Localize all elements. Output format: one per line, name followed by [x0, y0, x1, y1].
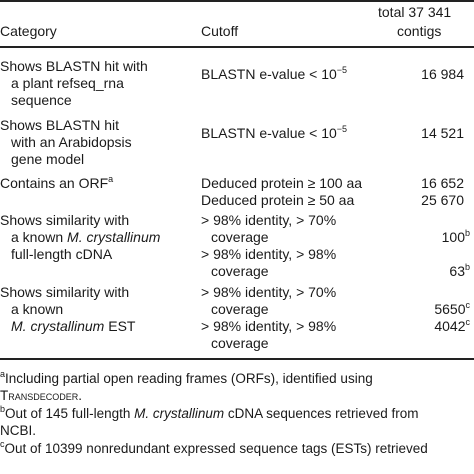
- row1-cutoff: BLASTN e-value < $10^{-5}$: [201, 65, 348, 82]
- row5-cutoff-1-line2: coverage: [211, 301, 269, 317]
- row1-category-line1: Shows BLASTN hit with: [0, 58, 148, 74]
- row3-value-2: 25 670: [421, 192, 464, 208]
- row3-category: Contains an ORF$^a$: [0, 174, 114, 191]
- row5-category-line2: a known: [11, 301, 64, 317]
- row5-category-line1: Shows similarity with: [0, 284, 130, 300]
- row4-cutoff-2-line1: > 98% identity, > 98%: [201, 246, 337, 262]
- row4-value-1: 100$^b$: [441, 228, 470, 245]
- header-category: Category: [0, 23, 57, 39]
- row1-value: 16 984: [421, 66, 464, 82]
- footnote-b-line1: $^b$Out of 145 full-length M. crystallinum cDNA sequences retrieved from: [0, 404, 419, 421]
- row5-cutoff-2-line1: > 98% identity, > 98%: [201, 318, 337, 334]
- footnote-a-line1: $^a$Including partial open reading frames (ORFs), identified using: [0, 369, 373, 386]
- row4-category-line1: Shows similarity with: [0, 212, 130, 228]
- row4-category-line3: full-length cDNA: [11, 246, 113, 262]
- row3-value-1: 16 652: [421, 175, 464, 191]
- row5-cutoff-2-line2: coverage: [211, 335, 269, 351]
- row2-category-line1: Shows BLASTN hit: [0, 117, 120, 133]
- top-rule: [0, 0, 474, 2]
- row2-category-line2: with an Arabidopsis: [11, 134, 132, 150]
- footnote-b-line2: NCBI.: [0, 423, 37, 438]
- row5-value-1: 5650$^c$: [434, 300, 470, 317]
- row5-category-line3: M. crystallinum EST: [11, 318, 136, 334]
- row2-category-line3: gene model: [11, 151, 85, 167]
- row2-value: 14 521: [421, 125, 464, 141]
- bottom-rule: [0, 358, 474, 360]
- row5-cutoff-1-line1: > 98% identity, > 70%: [201, 284, 337, 300]
- footnote-a-line2: Transdecoder.: [0, 388, 83, 403]
- header-cutoff: Cutoff: [201, 23, 239, 39]
- row5-value-2: 4042$^c$: [434, 317, 470, 334]
- row1-category-line3: sequence: [11, 92, 72, 108]
- row4-cutoff-2-line2: coverage: [211, 263, 269, 279]
- header-rule: [0, 46, 474, 48]
- row2-cutoff: BLASTN e-value < $10^{-5}$: [201, 124, 348, 141]
- row1-category-line2: a plant refseq_rna: [11, 75, 124, 91]
- row4-value-2: 63$^b$: [449, 262, 470, 279]
- row4-category-line2: a known M. crystallinum: [11, 229, 161, 245]
- header-total-line1: total 37 341: [378, 4, 452, 20]
- row3-cutoff-1: Deduced protein ≥ 100 aa: [201, 175, 363, 191]
- footnote-c-line1: $^c$Out of 10399 nonredundant expressed sequence tags (ESTs) retrieved: [0, 439, 428, 456]
- row4-cutoff-1-line2: coverage: [211, 229, 269, 245]
- row4-cutoff-1-line1: > 98% identity, > 70%: [201, 212, 337, 228]
- row3-cutoff-2: Deduced protein ≥ 50 aa: [201, 192, 355, 208]
- header-total-line2: contigs: [397, 23, 442, 39]
